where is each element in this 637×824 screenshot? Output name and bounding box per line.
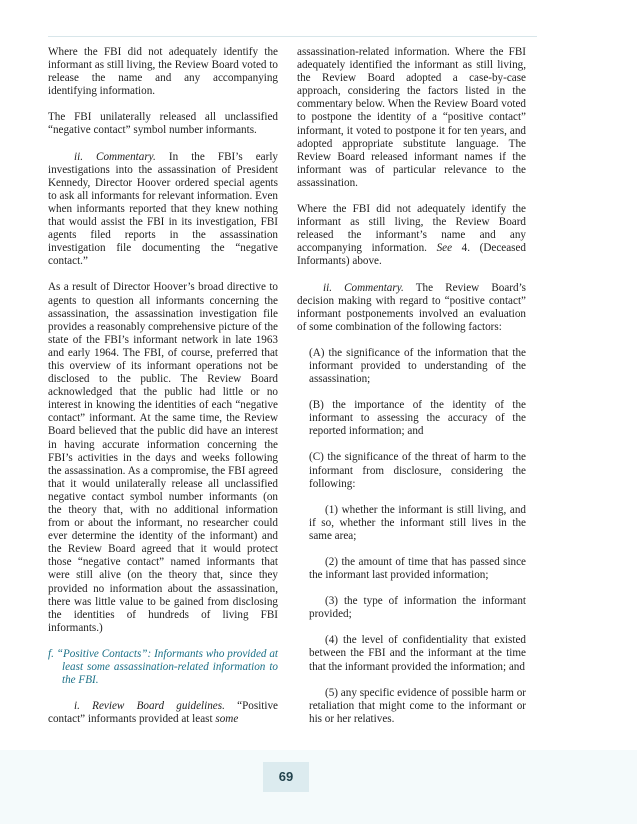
right-column: [297, 46, 526, 739]
factor-a: (A) the significance of the information that the informant provided to understanding of the assassination;: [309, 346, 526, 386]
subfactor-4: (4) the level of confidentiality that existed between the FBI and the informant at the time that the informant provided the information; and: [309, 634, 526, 673]
paragraph: assassination-related information. Where the FBI adequately identified the informant as still living, the Review Board adopted a case-by-case approach, considering the factors listed in the commentary below. When the Review Board voted to postpone the identity of a “positive contact” informant, it voted to postpone it for ten years, and adopted appropriate substitute language. The Review Board released informant names if the informant was of particular relevance to the assassination.: [297, 46, 526, 189]
factor-c: (C) the significance of the threat of harm to the informant from disclosure, considering the following:: [309, 451, 526, 490]
paragraph: Where the FBI did not adequately identify the informant as still living, the Review Board voted to release the name and any accompanying identifying information.: [48, 46, 278, 98]
page-number: 69: [263, 762, 309, 792]
section-heading-positive-contacts: f. “Positive Contacts”: Informants who provided at least some assassination-related information to the FBI.: [48, 647, 278, 687]
guidelines-text: “Positive contact” informants provided at least: [48, 700, 278, 726]
commentary-paragraph: [48, 151, 278, 269]
paragraph: [297, 203, 526, 268]
footer-band: [0, 750, 637, 824]
subfactor-1: (1) whether the informant is still living, and if so, whether the informant still lives in the same area;: [309, 503, 526, 542]
see-reference: See: [436, 242, 453, 255]
commentary-label: ii. Commentary.: [323, 281, 404, 294]
commentary-text: The Review Board’s decision making with regard to “positive contact” informant postponements involved an evaluation of some combination of the following factors:: [297, 281, 526, 333]
top-rule: [48, 36, 537, 37]
guidelines-emphasis: some: [215, 713, 239, 726]
subfactor-3: (3) the type of information the informant provided;: [309, 595, 526, 621]
paragraph-text: Where the FBI did not adequately identify the informant as still living, the Review Board released the informant’s name and any accompanying information.: [297, 203, 526, 255]
factor-b: (B) the importance of the identity of the informant to assessing the accuracy of the reported information; and: [309, 399, 526, 438]
guidelines-paragraph: [48, 700, 278, 726]
commentary-label: ii. Commentary.: [74, 150, 156, 163]
commentary-text: In the FBI’s early investigations into the assassination of President Kennedy, Director Hoover ordered special agents to ask all informants for relevant information. Even when informants reported that they knew nothing that would assist the FBI in its investigation, FBI agents filed reports in the assassination investigation file documenting the “negative contact.”: [48, 150, 278, 268]
paragraph-tail: 4. (Deceased Informants) above.: [297, 242, 527, 268]
left-column: [48, 46, 278, 739]
subfactor-2: (2) the amount of time that has passed since the informant last provided information;: [309, 556, 526, 582]
subfactor-5: (5) any specific evidence of possible harm or retaliation that might come to the informant or his or her relatives.: [309, 686, 526, 725]
paragraph: As a result of Director Hoover’s broad directive to agents to question all informants concerning the assassination, the assassination investigation file provides a reasonably comprehensive picture of the state of the FBI’s informant network in late 1963 and early 1964. The FBI, of course, preferred that this overview of its informant operations not be disclosed to the public. The Review Board acknowledged that the public had little or no interest in knowing the identities of each “negative contact” informant. At the same time, the Review Board believed that the public did have an interest in having accurate information concerning the FBI’s activities in the days and weeks following the assassination. As a compromise, the FBI agreed that it would unilaterally release all unclassified negative contact symbol number informants (on the theory that, with no additional information from or about the informant, no researcher could ever determine the identity of the informant) and the Review Board agreed that it would protect those “negative contact” named informants that were still alive (on the theory that, since they provided no information about the assassination, there was little value to be gained from disclosing the identities of hundreds of living FBI informants.): [48, 281, 278, 634]
guidelines-label: i. Review Board guidelines.: [74, 700, 225, 713]
commentary-paragraph: [297, 282, 526, 334]
paragraph: The FBI unilaterally released all unclassified “negative contact” symbol number informants.: [48, 111, 278, 137]
